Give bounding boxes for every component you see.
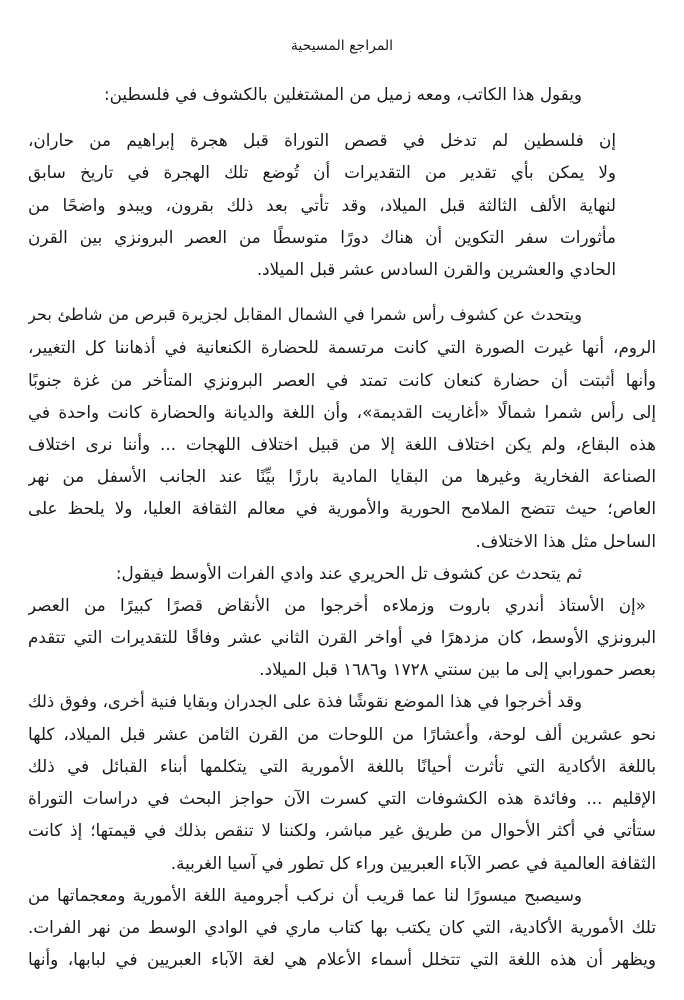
text-line: الإقليم ... وفائدة هذه الكشوفات التي كسرت الآن حواجز البحث في دراسات التوراة: [28, 788, 656, 809]
text-line: ثم يتحدث عن كشوف تل الحريري عند وادي الفرات الأوسط فيقول:: [115, 562, 582, 583]
text-line: الروم، أنها غيرت الصورة التي كانت مرتسمة للحضارة الكنعانية في أذهاننا كل التغيير،: [28, 337, 656, 358]
paragraph-amorite-grammar: [28, 879, 656, 976]
text-line: بعصر حمورابي إلى ما بين سنتي ١٧٢٨ و١٦٨٦ قبل الميلاد.: [259, 659, 656, 680]
text-line: البرونزي الأوسط، كان مزدهرًا في أواخر القرن الثاني عشر وفاقًا للتقديرات التي تتقدم: [28, 627, 656, 648]
text-line: إن فلسطين لم تدخل في قصص التوراة قبل هجرة إبراهيم من حاران،: [28, 130, 616, 151]
text-line: باللغة الأكادية التي تأثرت أحيانًا باللغة الأمورية التي يتكلمها أبناء القبائل في ذلك: [28, 756, 656, 777]
text-line: العاص؛ حيث تتضح الملامح الحورية والأمورية في معالم الثقافة العليا، ولا يلحظ على: [28, 498, 656, 519]
text-line: وقد أخرجوا في هذا الموضع نقوشًا فذة على الجدران وبقايا فنية أخرى، وفوق ذلك: [28, 691, 582, 711]
text-line: ستأتي في أكثر الأحوال من طريق غير مباشر، ولكننا لا تنقص بذلك في قيمتها؛ إذ كانت: [28, 820, 656, 841]
block-quote-palestine: [28, 124, 656, 285]
text-line: الحادي والعشرين والقرن السادس عشر قبل الميلاد.: [256, 259, 616, 280]
text-line: وسيصبح ميسورًا لنا عما قريب أن نركب أجرومية اللغة الأمورية ومعجماتها من: [28, 884, 582, 905]
paragraph-parrot-quote: [28, 589, 656, 686]
paragraph-tablets: [28, 686, 656, 879]
text-line: «إن الأستاذ أندري باروت وزملاءه أخرجوا من الأنقاض قصرًا كبيرًا من العصر: [28, 595, 646, 616]
text-line: ويقول هذا الكاتب، ومعه زميل من المشتغلين بالكشوف في فلسطين:: [103, 84, 582, 104]
text-line: ويتحدث عن كشوف رأس شمرا في الشمال المقابل لجزيرة قبرص من شاطئ بحر: [28, 305, 582, 325]
text-line: نحو عشرين ألف لوحة، وأعشارًا من اللوحات من القرن الثامن عشر قبل الميلاد، كلها: [28, 723, 656, 744]
text-line: ويظهر أن هذه اللغة التي تتخلل أسماء الأعلام هي لغة الآباء العبريين في لبابها، وأنها: [28, 949, 656, 970]
text-line: تلك الأمورية الأكادية، التي كان يكتب بها كتاب ماري في الوادي الوسط من نهر الفرات.: [28, 917, 656, 938]
text-line: وأنها أثبتت أن حضارة كنعان كانت تمتد في العصر البرونزي المتأخر من غزة جنوبًا: [28, 369, 656, 390]
text-line: هذه البقاع، ولم يكن اختلاف اللغة إلا من قبيل اختلاف اللهجات ... وأننا نرى اختلاف: [28, 434, 656, 455]
text-line: الثقافة العالمية في عصر الآباء العبريين وراء كل تطور في آسيا الغربية.: [170, 852, 656, 873]
text-line: لنهاية الألف الثالثة قبل الميلاد، وقد تأتي بعد ذلك بقرون، ويبدو واضحًا من: [28, 194, 616, 215]
text-line: الساحل مثل هذا الاختلاف.: [475, 530, 656, 551]
text-line: الصناعة الفخارية وغيرها من البقايا المادية بارزًا بيِّنًا عند الجانب الأسفل من نهر: [28, 466, 656, 487]
running-header: المراجع المسيحية: [290, 38, 394, 54]
paragraph-ras-shamra: [28, 299, 656, 557]
paragraph-tell-hariri-intro: [28, 557, 656, 589]
text-line: ولا يمكن بأي تقدير من التقديرات أن تُوضع تلك الهجرة في تاريخ سابق: [28, 162, 616, 183]
text-line: إلى رأس شمرا شمالًا «أغاريت القديمة»، وأن اللغة والديانة والحضارة كانت واحدة في: [28, 401, 656, 422]
text-line: مأثورات سفر التكوين أن هناك دورًا متوسطًا من العصر البرونزي بين القرن: [28, 226, 616, 247]
paragraph-intro: [28, 78, 656, 110]
